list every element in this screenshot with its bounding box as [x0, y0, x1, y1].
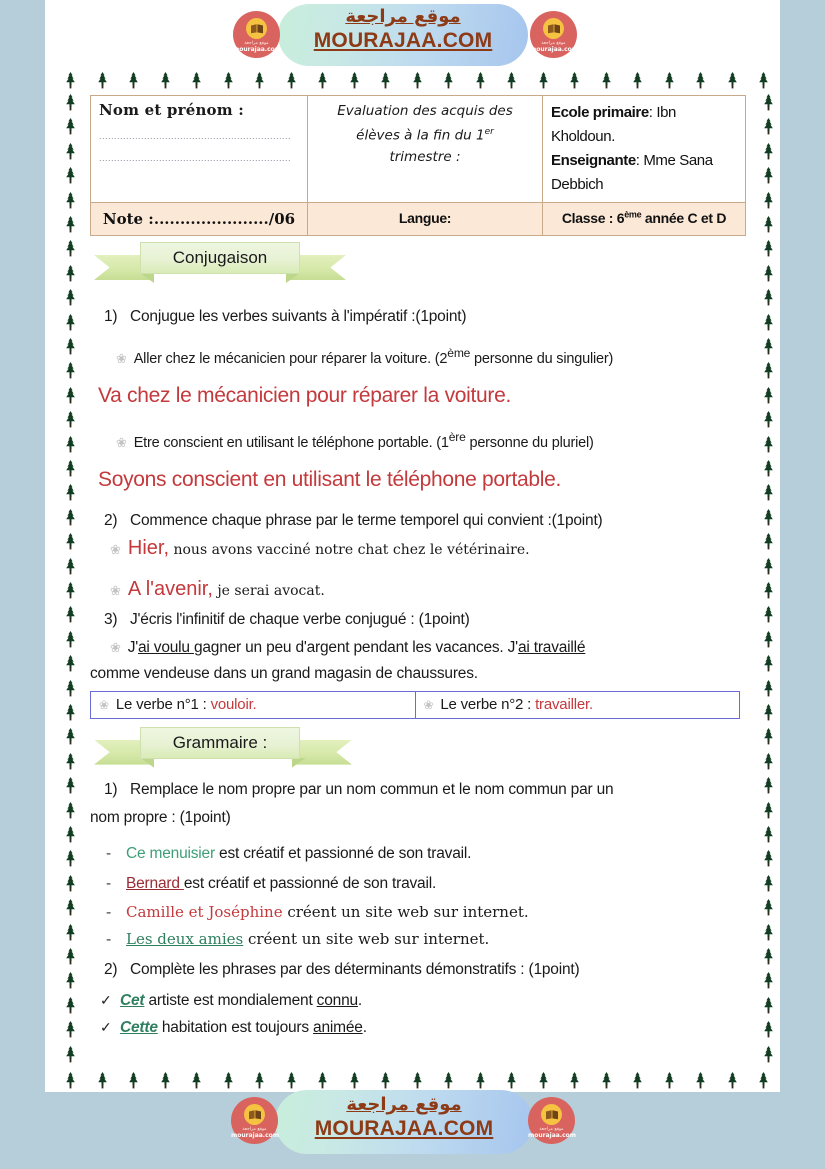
check-icon: ✓ — [100, 1018, 112, 1035]
underlined-word: connu — [316, 991, 358, 1009]
fir-tree-icon — [762, 582, 775, 599]
flower-bullet-icon: ❀ — [110, 541, 121, 557]
brand-arabic-title: موقع مراجعة — [346, 1094, 462, 1115]
underlined-word: animée — [313, 1018, 363, 1036]
question-number: 3) — [104, 610, 118, 628]
fir-tree-icon — [762, 899, 775, 916]
table-row — [91, 203, 746, 236]
teacher-label: Enseignante — [551, 152, 636, 169]
sentence-rest: est créatif et passionné de son travail. — [214, 844, 472, 862]
fir-tree-icon — [762, 167, 775, 184]
answer-common-noun: Les deux amies — [126, 929, 244, 948]
brand-site-url: MOURAJAA.COM — [314, 1117, 494, 1140]
grammaire-sentence-4 — [90, 930, 750, 949]
conjugaison-item-4 — [90, 578, 750, 601]
fir-tree-icon — [762, 289, 775, 306]
fir-tree-icon — [762, 411, 775, 428]
temporal-term-answer: A l'avenir, — [127, 577, 213, 600]
check-icon: ✓ — [100, 991, 112, 1008]
verb-2-answer: travailler. — [535, 696, 593, 714]
fir-tree-icon — [762, 314, 775, 331]
item-text: J' — [127, 638, 139, 656]
flower-bullet-icon: ❀ — [110, 639, 121, 655]
brand-header-banner — [0, 0, 825, 70]
exam-content — [90, 95, 750, 1039]
grammaire-sentence-1 — [90, 843, 750, 865]
brand-footer-banner — [0, 1082, 825, 1160]
question-1-conjugaison — [90, 306, 750, 328]
cell-classe — [543, 203, 746, 236]
fir-tree-icon — [762, 680, 775, 697]
student-name-label: Nom et prénom : — [99, 101, 244, 119]
section-title-grammaire: Grammaire : — [140, 727, 300, 759]
verb-1-answer: vouloir. — [210, 696, 257, 714]
flower-bullet-icon: ❀ — [110, 582, 121, 598]
school-line — [551, 101, 737, 149]
table-row — [91, 96, 746, 203]
question-text: Commence chaque phrase par le terme temporel qui convient :(1point) — [130, 511, 603, 529]
brand-logo-left — [233, 11, 280, 58]
cell-note — [91, 203, 308, 236]
temporal-term-answer: Hier, — [127, 536, 170, 559]
question-number: 1) — [104, 308, 118, 325]
name-dotted-line-1: ................................................................ — [99, 131, 292, 141]
section-title-conjugaison: Conjugaison — [140, 242, 300, 274]
cell-student-name — [91, 96, 308, 203]
conjugaison-item-5-cont: comme vendeuse dans un grand magasin de chaussures. — [90, 664, 478, 682]
fir-tree-icon — [762, 387, 775, 404]
determinant-answer: Cet — [120, 991, 145, 1009]
note-total: /06 — [268, 209, 296, 228]
cell-verb-1 — [91, 691, 416, 718]
flower-bullet-icon: ❀ — [423, 698, 434, 713]
grammaire-sentence-3 — [90, 903, 750, 922]
sentence-end: . — [362, 1018, 367, 1036]
fir-tree-icon — [762, 558, 775, 575]
brand-logo-right — [528, 1097, 575, 1144]
sentence-rest: est créatif et passionné de son travail. — [183, 874, 437, 892]
fir-tree-icon — [762, 143, 775, 160]
section-ribbon-grammaire — [94, 727, 352, 771]
fir-tree-icon — [762, 1046, 775, 1063]
question-3-conjugaison — [90, 609, 750, 631]
item-text: Aller chez le mécanicien pour réparer la voiture. (2 — [133, 350, 448, 367]
book-icon — [246, 18, 267, 39]
verbs-answer-table — [90, 691, 740, 719]
fir-tree-icon — [762, 850, 775, 867]
proper-noun: Bernard — [126, 874, 184, 892]
item-sup: ère — [448, 429, 466, 444]
brand-logo-caption: موقع مراجعة mourajaa.com — [233, 41, 282, 53]
langue-label: Langue: — [398, 210, 452, 226]
conjugaison-item-1 — [90, 342, 750, 370]
item-text-end: personne du singulier) — [470, 350, 614, 367]
verb-2-label: Le verbe n°2 : — [440, 696, 536, 714]
fir-tree-icon — [762, 777, 775, 794]
sentence-mid: artiste est mondialement — [144, 991, 317, 1009]
fir-tree-icon — [762, 802, 775, 819]
fir-tree-icon — [762, 948, 775, 965]
fir-tree-icon — [762, 997, 775, 1014]
brand-logo-left — [231, 1097, 278, 1144]
brand-logo-caption: موقع مراجعة mourajaa.com — [528, 1127, 577, 1139]
flower-bullet-icon: ❀ — [99, 698, 109, 713]
conjugaison-item-5 — [90, 637, 750, 659]
determinant-answer: Cette — [120, 1018, 158, 1036]
fir-tree-icon — [762, 753, 775, 770]
dash-bullet: - — [106, 844, 111, 862]
sentence-mid: habitation est toujours — [157, 1018, 314, 1036]
brand-text — [275, 1094, 533, 1142]
question-2-conjugaison — [90, 510, 750, 532]
item-text: gagner un peu d'argent pendant les vacances. J' — [193, 638, 518, 656]
fir-tree-icon — [762, 533, 775, 550]
fir-tree-icon — [762, 265, 775, 282]
fir-tree-icon — [762, 1021, 775, 1038]
question-1-grammaire-cont: nom propre : (1point) — [90, 808, 231, 826]
fir-tree-icon — [762, 655, 775, 672]
fir-tree-icon — [762, 728, 775, 745]
brand-text — [278, 6, 528, 54]
fir-tree-icon — [762, 240, 775, 257]
question-number: 2) — [104, 511, 118, 529]
school-label: Ecole primaire — [551, 104, 649, 121]
verb-1-label: Le verbe n°1 : — [115, 696, 211, 714]
cell-evaluation-title — [308, 96, 543, 203]
section-ribbon-conjugaison — [94, 242, 346, 286]
question-2-grammaire — [90, 959, 750, 981]
fir-tree-icon — [762, 631, 775, 648]
name-dotted-line-2: ................................................................ — [99, 153, 292, 163]
item-text: nous avons vacciné notre chat chez le vétérinaire. — [169, 541, 530, 558]
brand-site-url: MOURAJAA.COM — [313, 29, 493, 52]
conjugaison-answer-2: Soyons conscient en utilisant le téléphone portable. — [98, 467, 562, 491]
question-1-grammaire — [90, 779, 750, 801]
dash-bullet: - — [106, 903, 112, 921]
fir-tree-icon — [762, 875, 775, 892]
question-text: Remplace le nom propre par un nom commun et le nom commun par un — [130, 780, 614, 798]
cell-langue — [308, 203, 543, 236]
classe-label: Classe : 6ème année C et D — [561, 209, 727, 227]
question-number: 1) — [104, 780, 118, 798]
sentence-end: . — [357, 991, 363, 1009]
exam-header-table — [90, 95, 746, 236]
item-text-end: personne du pluriel) — [465, 434, 594, 451]
fir-tree-icon — [762, 94, 775, 111]
brand-logo-caption: موقع مراجعة mourajaa.com — [530, 41, 579, 53]
book-icon — [244, 1104, 265, 1125]
question-text: Complète les phrases par des déterminants démonstratifs : (1point) — [130, 960, 580, 978]
sentence-rest: créent un site web sur internet. — [282, 902, 529, 921]
fir-tree-icon — [762, 484, 775, 501]
evaluation-title: Evaluation des acquis des élèves à la fin du 1er trimestre : — [337, 103, 513, 165]
book-icon — [543, 18, 564, 39]
answer-common-noun: Ce menuisier — [126, 844, 215, 862]
dash-bullet: - — [106, 930, 112, 948]
item-text: je serai avocat. — [212, 582, 325, 599]
fir-tree-icon — [762, 509, 775, 526]
grammaire-answer-2 — [90, 1016, 750, 1039]
item-text: Etre conscient en utilisant le téléphone portable. (1 — [133, 434, 449, 451]
table-row — [91, 691, 740, 718]
fir-tree-icon — [762, 460, 775, 477]
question-text: Conjugue les verbes suivants à l'impératif :(1point) — [130, 308, 467, 325]
brand-logo-right — [530, 11, 577, 58]
fir-tree-icon — [762, 704, 775, 721]
book-icon — [541, 1104, 562, 1125]
school-value: : Ibn Kholdoun. — [551, 104, 676, 145]
fir-tree-icon — [762, 118, 775, 135]
grammaire-answer-1 — [90, 989, 750, 1012]
sentence-rest: créent un site web sur internet. — [243, 929, 490, 948]
fir-tree-icon — [762, 362, 775, 379]
proper-noun: Camille et Joséphine — [126, 902, 283, 921]
fir-tree-icon — [762, 606, 775, 623]
question-number: 2) — [104, 960, 118, 978]
fir-tree-icon — [762, 192, 775, 209]
note-dots: ...................... — [153, 209, 269, 228]
fir-tree-icon — [762, 436, 775, 453]
flower-bullet-icon: ❀ — [116, 434, 127, 450]
conjugaison-answer-1: Va chez le mécanicien pour réparer la voiture. — [98, 383, 512, 407]
dash-bullet: - — [106, 874, 111, 892]
teacher-line — [551, 149, 737, 197]
cell-school-info — [543, 96, 746, 203]
conjugaison-item-3 — [90, 537, 750, 560]
fir-tree-icon — [762, 972, 775, 989]
cell-verb-2 — [415, 691, 740, 718]
brand-logo-caption: موقع مراجعة mourajaa.com — [231, 1127, 280, 1139]
underlined-verb-1: ai voulu — [138, 638, 194, 656]
fir-tree-icon — [762, 924, 775, 941]
question-text: J'écris l'infinitif de chaque verbe conjugué : (1point) — [130, 610, 470, 628]
fir-tree-icon — [762, 826, 775, 843]
grammaire-sentence-2 — [90, 873, 750, 895]
note-label: Note : — [102, 209, 154, 228]
fir-tree-icon — [762, 216, 775, 233]
teacher-value: : Mme Sana Debbich — [551, 152, 713, 193]
underlined-verb-2: ai travaillé — [517, 638, 586, 656]
brand-arabic-title: موقع مراجعة — [345, 6, 461, 27]
flower-bullet-icon: ❀ — [116, 350, 127, 366]
item-sup: ème — [447, 346, 471, 360]
fir-tree-icon — [762, 338, 775, 355]
conjugaison-item-2 — [90, 426, 750, 454]
